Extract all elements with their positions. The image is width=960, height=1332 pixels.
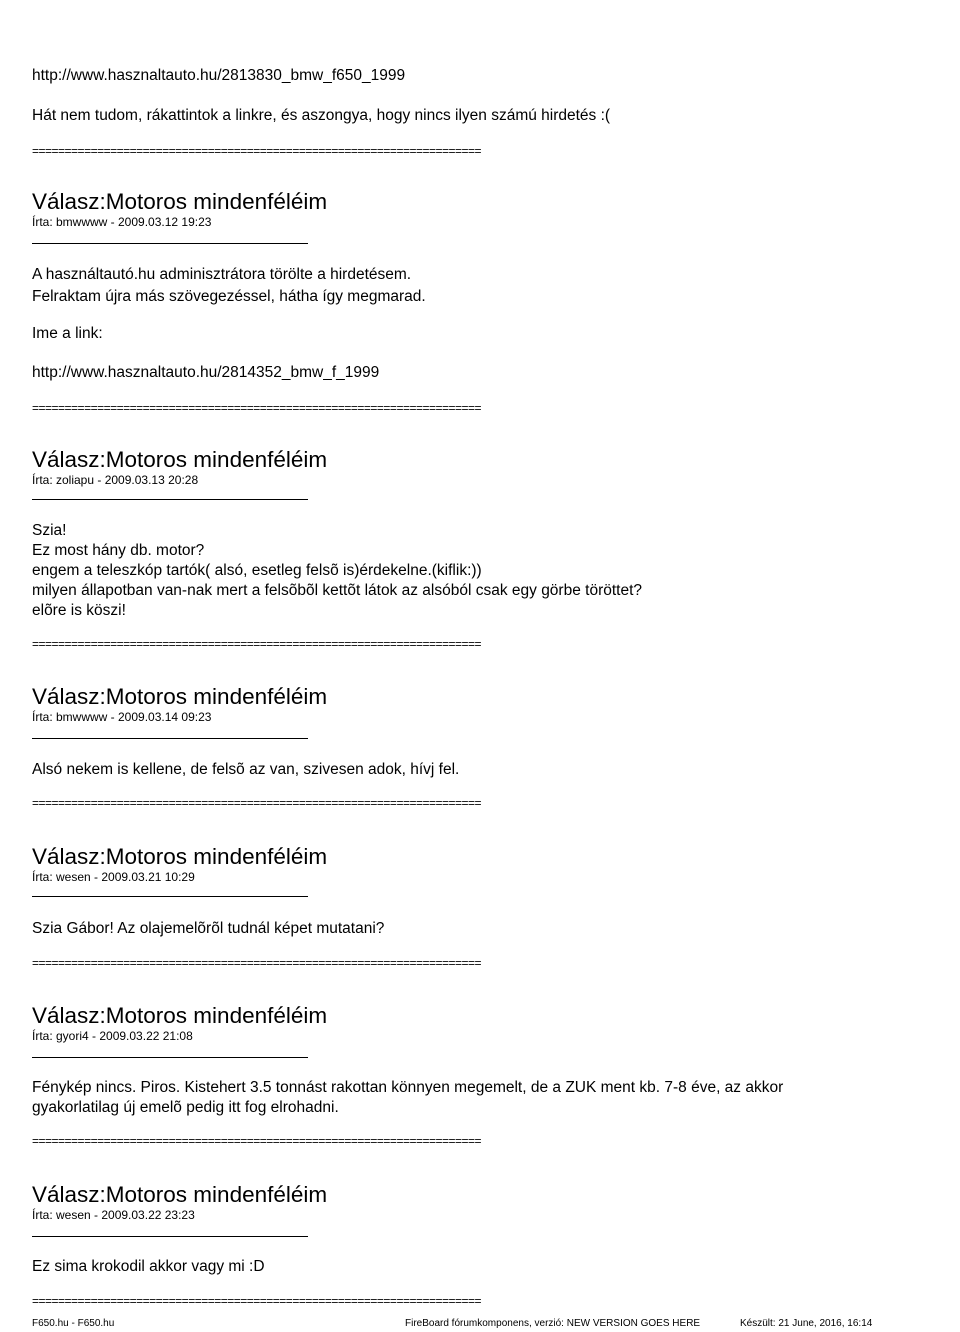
- separator: =====================================================================: [32, 1134, 482, 1148]
- post-link[interactable]: http://www.hasznaltauto.hu/2814352_bmw_f_1999: [32, 364, 380, 381]
- post-line: Ez sima krokodil akkor vagy mi :D: [32, 1258, 265, 1275]
- post-divider: [32, 1236, 308, 1237]
- post-line: Alsó nekem is kellene, de felsõ az van, szivesen adok, hívj fel.: [32, 761, 460, 778]
- post-title: Válasz:Motoros mindenféléim: [32, 1182, 328, 1207]
- post-line: Fénykép nincs. Piros. Kistehert 3.5 tonnást rakottan könnyen megemelt, de a ZUK ment kb. 7-8 éve, az akkor: [32, 1079, 784, 1096]
- separator: =====================================================================: [32, 1294, 482, 1308]
- post-meta: Írta: wesen - 2009.03.21 10:29: [32, 870, 195, 884]
- separator: =====================================================================: [32, 637, 482, 651]
- post-divider: [32, 243, 308, 244]
- post-meta: Írta: gyori4 - 2009.03.22 21:08: [32, 1029, 193, 1043]
- post-meta: Írta: zoliapu - 2009.03.13 20:28: [32, 473, 199, 487]
- post-title: Válasz:Motoros mindenféléim: [32, 189, 328, 214]
- post-divider: [32, 896, 308, 897]
- post-line: engem a teleszkóp tartók( alsó, esetleg felsõ is)érdekelne.(kiflik:)): [32, 562, 482, 579]
- post-divider: [32, 738, 308, 739]
- post-title: Válasz:Motoros mindenféléim: [32, 1003, 328, 1028]
- separator: =====================================================================: [32, 144, 482, 158]
- post-line: Szia Gábor! Az olajemelõrõl tudnál képet mutatani?: [32, 920, 385, 937]
- separator: =====================================================================: [32, 796, 482, 810]
- separator: =====================================================================: [32, 401, 482, 415]
- post-meta: Írta: bmwwww - 2009.03.12 19:23: [32, 215, 212, 229]
- post-line: A használtautó.hu adminisztrátora törölte a hirdetésem.: [32, 266, 412, 283]
- post-title: Válasz:Motoros mindenféléim: [32, 447, 328, 472]
- post-line: Szia!: [32, 522, 67, 539]
- post-line: gyakorlatilag új emelõ pedig itt fog elrohadni.: [32, 1099, 339, 1116]
- post-title: Válasz:Motoros mindenféléim: [32, 844, 328, 869]
- post-meta: Írta: wesen - 2009.03.22 23:23: [32, 1208, 195, 1222]
- footer-generated: Készült: 21 June, 2016, 16:14: [740, 1318, 873, 1329]
- post-divider: [32, 1057, 308, 1058]
- footer-site: F650.hu - F650.hu: [32, 1318, 115, 1329]
- post-line: Felraktam újra más szövegezéssel, hátha így megmarad.: [32, 288, 426, 305]
- intro-text: Hát nem tudom, rákattintok a linkre, és aszongya, hogy nincs ilyen számú hirdetés :(: [32, 107, 611, 124]
- post-line: milyen állapotban van-nak mert a felsõbõl kettõt látok az alsóból csak egy görbe töröttet?: [32, 582, 643, 599]
- separator: =====================================================================: [32, 956, 482, 970]
- footer-component: FireBoard fórumkomponens, verzió: NEW VERSION GOES HERE: [405, 1318, 701, 1329]
- post-meta: Írta: bmwwww - 2009.03.14 09:23: [32, 710, 212, 724]
- post-title: Válasz:Motoros mindenféléim: [32, 684, 328, 709]
- intro-url[interactable]: http://www.hasznaltauto.hu/2813830_bmw_f650_1999: [32, 67, 406, 84]
- post-line: elõre is köszi!: [32, 602, 126, 619]
- post-line: Ime a link:: [32, 325, 103, 342]
- post-line: Ez most hány db. motor?: [32, 542, 205, 559]
- post-divider: [32, 499, 308, 500]
